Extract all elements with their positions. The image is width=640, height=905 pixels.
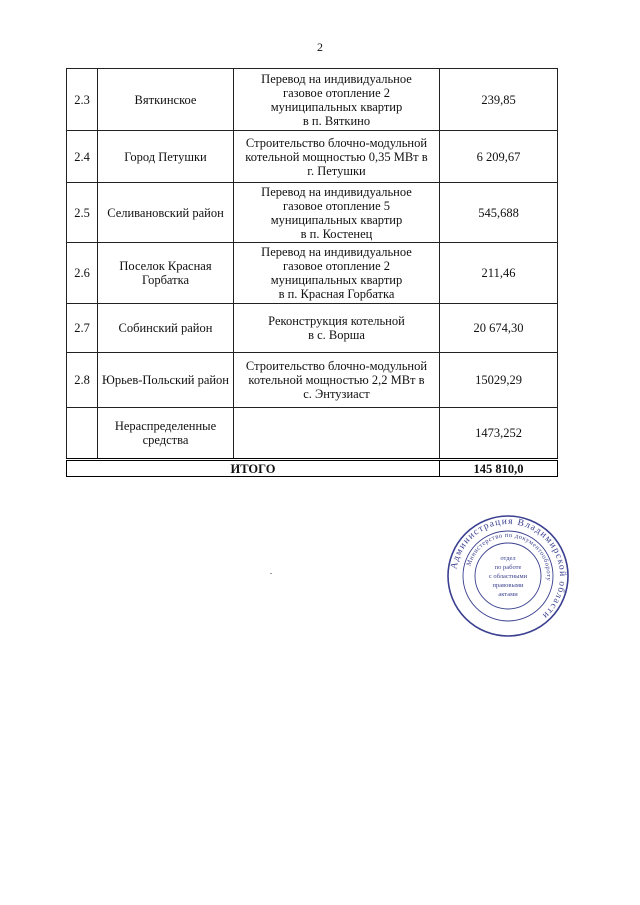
table-row <box>67 131 558 183</box>
table-row <box>67 353 558 408</box>
table-row <box>67 408 558 460</box>
row-number <box>67 408 98 460</box>
page-number: 2 <box>317 40 323 54</box>
project-description: Строительство блочно-модульной котельной мощностью 2,2 МВт в с. Энтузиаст <box>234 353 440 408</box>
stamp-center-line: по работе <box>494 564 522 571</box>
stamp-center-line: правовыми <box>492 582 524 589</box>
allocation-table <box>66 68 558 477</box>
amount: 20 674,30 <box>440 304 558 353</box>
row-number: 2.5 <box>67 183 98 243</box>
table-row <box>67 69 558 131</box>
district-name: Селивановский район <box>98 183 234 243</box>
official-stamp <box>446 514 570 638</box>
amount: 6 209,67 <box>440 131 558 183</box>
amount: 211,46 <box>440 243 558 304</box>
district-name: Собинский район <box>98 304 234 353</box>
total-amount: 145 810,0 <box>440 460 558 477</box>
stamp-center-line: отдел <box>500 555 516 562</box>
project-description: Строительство блочно-модульной котельной мощностью 0,35 МВт в г. Петушки <box>234 131 440 183</box>
row-number: 2.7 <box>67 304 98 353</box>
stamp-seal <box>446 514 570 638</box>
project-description: Перевод на индивидуальное газовое отопление 5 муниципальных квартир в п. Костенец <box>234 183 440 243</box>
row-number: 2.6 <box>67 243 98 304</box>
stamp-inner-text: Министерство по документообороту <box>465 531 553 582</box>
stamp-outer-text: Администрация Владимирской области <box>449 516 568 621</box>
row-number: 2.8 <box>67 353 98 408</box>
project-description: Перевод на индивидуальное газовое отопление 2 муниципальных квартир в п. Вяткино <box>234 69 440 131</box>
district-name: Город Петушки <box>98 131 234 183</box>
table-row <box>67 183 558 243</box>
project-description: Перевод на индивидуальное газовое отопление 2 муниципальных квартир в п. Красная Горбатка <box>234 243 440 304</box>
district-name: Поселок Красная Горбатка <box>98 243 234 304</box>
scan-speck <box>270 573 272 574</box>
amount: 545,688 <box>440 183 558 243</box>
project-description: Реконструкция котельной в с. Ворша <box>234 304 440 353</box>
amount: 15029,29 <box>440 353 558 408</box>
district-name: Нераспределенные средства <box>98 408 234 460</box>
table-row <box>67 243 558 304</box>
stamp-center-line: актами <box>498 591 518 598</box>
district-name: Юрьев-Польский район <box>98 353 234 408</box>
total-label: ИТОГО <box>67 460 440 477</box>
table-row <box>67 304 558 353</box>
row-number: 2.4 <box>67 131 98 183</box>
amount: 239,85 <box>440 69 558 131</box>
stamp-center-line: с областными <box>488 573 528 580</box>
amount: 1473,252 <box>440 408 558 460</box>
total-row <box>67 460 558 477</box>
project-description <box>234 408 440 460</box>
row-number: 2.3 <box>67 69 98 131</box>
district-name: Вяткинское <box>98 69 234 131</box>
